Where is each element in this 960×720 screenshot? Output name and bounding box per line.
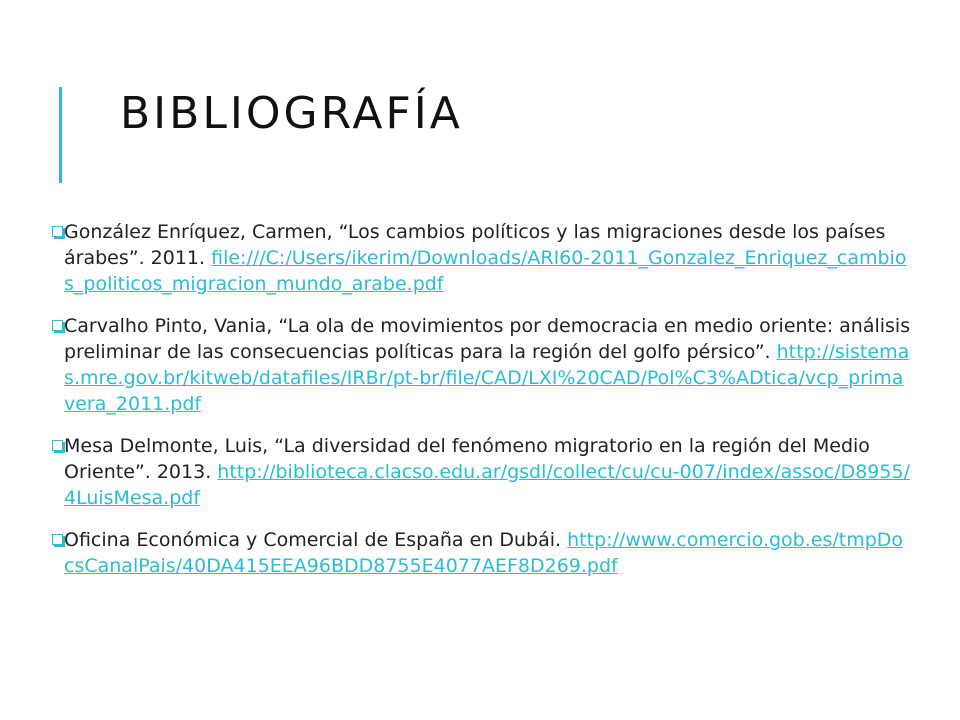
hollow-square-bullet-icon [52,534,63,545]
page-title: BIBLIOGRAFÍA [120,88,463,139]
reference-text: Oficina Económica y Comercial de España en Dubái. [64,529,568,551]
reference-text: Mesa Delmonte, Luis, “La diversidad del fenómeno migratorio en la región del Medio Oriente”. 2013. [64,435,870,483]
list-item [52,527,912,579]
hollow-square-bullet-icon [52,320,63,331]
list-item [52,313,912,417]
list-item [52,433,912,511]
reference-link[interactable]: file:///C:/Users/ikerim/Downloads/ARI60-2011_Gonzalez_Enriquez_cambios_politicos_migracion_mundo_arabe.pdf [64,247,907,295]
reference-link[interactable]: http://www.comercio.gob.es/tmpDocsCanalPais/40DA415EEA96BDD8755E4077AEF8D269.pdf [64,529,904,577]
reference-link[interactable]: http://biblioteca.clacso.edu.ar/gsdl/collect/cu/cu-007/index/assoc/D8955/4LuisMesa.pdf [64,461,910,509]
reference-text: Carvalho Pinto, Vania, “La ola de movimientos por democracia en medio oriente: análisis preliminar de las consecuencias políticas para la región del golfo pérsico”. [64,315,911,363]
list-item [52,219,912,297]
hollow-square-bullet-icon [52,226,63,237]
reference-text: González Enríquez, Carmen, “Los cambios políticos y las migraciones desde los países árabes”. 2011. [64,221,886,269]
hollow-square-bullet-icon [52,440,63,451]
bibliography-list [52,219,912,595]
reference-link[interactable]: http://sistemas.mre.gov.br/kitweb/datafiles/IRBr/pt-br/file/CAD/LXI%20CAD/Pol%C3%ADtica/vcp_primavera_2011.pdf [64,341,910,415]
title-accent-bar [59,87,62,183]
